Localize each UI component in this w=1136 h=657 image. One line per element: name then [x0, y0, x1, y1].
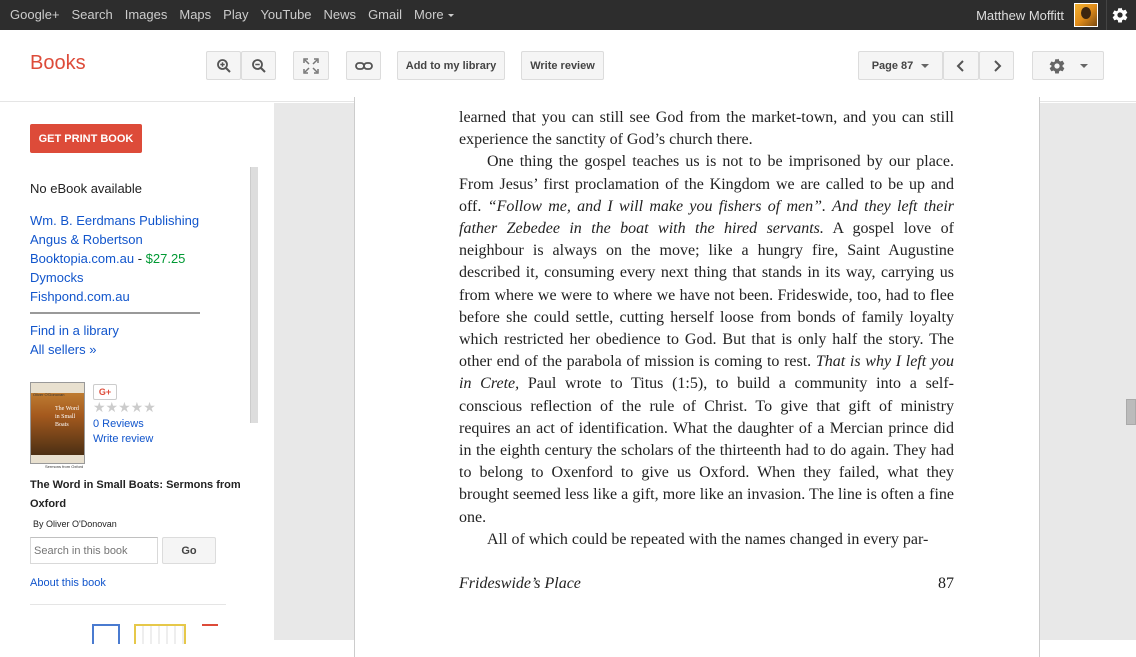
find-in-library-link[interactable]: Find in a library — [30, 323, 119, 338]
paragraph-3: All of which could be repeated with the names changed in every par- — [487, 530, 929, 548]
running-footer-title: Frideswide’s Place — [459, 575, 581, 592]
single-page-view-icon[interactable] — [92, 624, 120, 644]
no-ebook-text: No eBook available — [30, 181, 143, 196]
cover-author-band — [31, 383, 84, 397]
book-page — [354, 97, 1040, 657]
gbar-link-search[interactable]: Search — [71, 7, 113, 22]
google-plus-button[interactable]: G+ — [93, 384, 117, 400]
seller-link-dymocks[interactable]: Dymocks — [30, 270, 84, 285]
google-bar — [0, 0, 1136, 30]
zoom-out-icon — [251, 58, 267, 74]
gbar-link-images[interactable]: Images — [124, 7, 168, 22]
link-button[interactable] — [346, 51, 381, 80]
thumbnail-view-icon[interactable] — [202, 624, 218, 644]
chevron-down-icon — [1080, 64, 1088, 68]
gbar-link-play[interactable]: Play — [223, 7, 249, 22]
seller-link-angus-robertson[interactable]: Angus & Robertson — [30, 232, 143, 247]
divider — [30, 604, 226, 605]
about-this-book-link[interactable]: About this book — [30, 577, 106, 589]
two-page-view-icon[interactable] — [134, 624, 186, 644]
zoom-in-icon — [216, 58, 232, 74]
avatar[interactable] — [1074, 3, 1098, 27]
page-number: 87 — [938, 575, 954, 592]
write-review-button[interactable]: Write review — [521, 51, 604, 80]
page-text — [459, 103, 954, 551]
gbar-link-maps[interactable]: Maps — [179, 7, 212, 22]
sidebar-scrollbar[interactable] — [250, 167, 258, 423]
fullscreen-icon — [303, 58, 319, 74]
para2-text-a: One thing the gospel teaches us is not to be imprisoned by our place. From Jesus’ first proclamation of the Kingdom we are called to be up and off. — [459, 153, 954, 215]
gbar-link-news[interactable]: News — [323, 7, 357, 22]
fullscreen-button[interactable] — [293, 51, 329, 80]
viewer-scrollbar-thumb[interactable] — [1126, 399, 1136, 425]
para2-quote: “Follow me, and I will make you fishers of men”. And they left their father Zebedee in the boat with the hired servants. — [459, 197, 955, 238]
price-separator: - — [134, 251, 146, 266]
divider — [30, 312, 200, 314]
para2-titus-quote: That is why I left you in Crete, — [459, 353, 954, 393]
gbar-links — [0, 0, 460, 30]
seller-link-eerdmans[interactable]: Wm. B. Eerdmans Publishing — [30, 213, 200, 228]
chevron-right-icon — [991, 59, 1003, 73]
para2-text-c: Paul wrote to Titus (1:5), to build a community into a self-conscious reflection of the rule of Christ. To give that gift of ministry requires an act of identification. What the daughter of a Mercian prince did in the eighth century the scholars of the thirteenth had to do again. They had to belong to Oxenford to give us Oxford. When they failed, what they brought seemed less like a gift, more like an invasion. The line is often a fine one. — [459, 375, 954, 526]
books-header — [0, 30, 1136, 102]
book-title: The Word in Small Boats: Sermons from Oxford — [30, 479, 241, 510]
rating-stars: ★★★★★ — [93, 399, 156, 415]
seller-link-fishpond[interactable]: Fishpond.com.au — [30, 289, 130, 304]
settings-gear-icon[interactable] — [1106, 0, 1132, 30]
cover-title: The Word in Small Boats — [55, 406, 79, 428]
get-print-book-button[interactable]: GET PRINT BOOK — [30, 124, 142, 153]
book-cover-image[interactable] — [30, 382, 85, 469]
write-review-link[interactable]: Write review — [93, 433, 154, 445]
prev-page-button[interactable] — [943, 51, 979, 80]
reviews-link[interactable]: 0 Reviews — [93, 418, 144, 430]
cover-subtitle: Sermons from Oxford — [45, 464, 84, 469]
paragraph-2 — [459, 151, 954, 528]
gbar-link-googleplus[interactable]: Google+ — [10, 7, 60, 22]
book-author: By Oliver O'Donovan — [33, 519, 117, 529]
gbar-link-gmail[interactable]: Gmail — [368, 7, 403, 22]
seller-row-booktopia — [30, 251, 185, 266]
account-name[interactable]: Matthew Moffitt — [976, 7, 1064, 23]
paragraph-1: learned that you can still see God from the market-town, and you can still experience the sanctity of God’s church there. — [459, 109, 954, 149]
book-sidebar — [0, 103, 274, 640]
gbar-account — [976, 0, 1136, 30]
chevron-left-icon — [955, 59, 967, 73]
gear-icon — [1048, 57, 1066, 75]
gbar-link-more[interactable]: More — [408, 0, 460, 30]
chevron-down-icon — [921, 64, 929, 68]
book-viewer[interactable] — [274, 103, 1136, 640]
search-in-book-input[interactable] — [30, 537, 158, 564]
page-select-dropdown[interactable] — [858, 51, 943, 80]
cover-author: Oliver O'Donovan — [33, 392, 65, 397]
books-logo[interactable]: Books — [30, 52, 86, 74]
para2-text-b: A gospel love of neighbour is always on the move; like a hungry fire, Saint Augustine described it, consuming every next thing that stands in its way, carrying us from where we were to where we have not been. Frideswide, too, had to flee before she could settle, cutting herself loose from bonds of family loyalty which restricted her obedience to God. But that is only half the story. The other end of the parabola of mission is coming to rest. — [459, 220, 955, 371]
add-to-library-button[interactable]: Add to my library — [397, 51, 505, 80]
search-go-button[interactable]: Go — [162, 537, 216, 564]
next-page-button[interactable] — [979, 51, 1014, 80]
zoom-in-button[interactable] — [206, 51, 241, 80]
link-icon — [355, 60, 373, 72]
cover-subtitle-band — [31, 455, 84, 469]
zoom-out-button[interactable] — [241, 51, 276, 80]
seller-link-booktopia[interactable]: Booktopia.com.au — [30, 251, 135, 266]
all-sellers-link[interactable]: All sellers » — [30, 342, 97, 357]
view-settings-button[interactable] — [1032, 51, 1104, 80]
seller-price: $27.25 — [145, 251, 186, 266]
page-select-label: Page 87 — [871, 59, 914, 72]
gbar-link-youtube[interactable]: YouTube — [260, 7, 312, 22]
